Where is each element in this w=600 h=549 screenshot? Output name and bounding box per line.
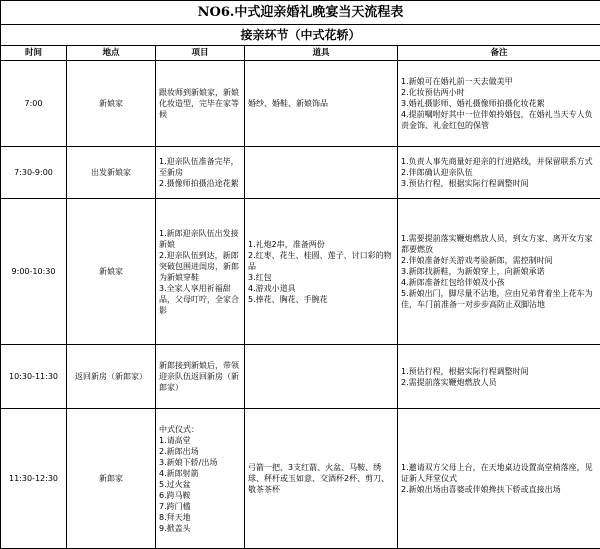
cell-line: 1.新娘可在婚礼前一天去做美甲 [401, 76, 597, 87]
cell-line: 6.跨马鞍 [159, 490, 241, 501]
cell-line: 2.摄像师拍摄沿途花絮 [159, 178, 241, 189]
cell-props [245, 199, 398, 345]
header-row [1, 46, 600, 61]
cell-time: 9:00-10:30 [1, 199, 67, 345]
cell-line: 1.邀请双方父母上台，在天地桌边设置高堂椅落座，见证新人拜堂仪式 [401, 462, 597, 484]
cell-line: 2.迎亲队伍到达，新郎突破包围进闺房，新郎为新娘穿鞋 [159, 250, 241, 283]
cell-line: 2.需提前落实鞭炮燃放人员 [401, 377, 597, 388]
cell-line: 4.提前嘱咐好其中一位伴娘拎婚包，在婚礼当天专人负责金饰、礼金红包的保管 [401, 109, 597, 131]
schedule-rows [1, 61, 600, 549]
header-props: 道具 [245, 46, 398, 61]
section-row [1, 25, 600, 46]
table-row [1, 409, 600, 549]
cell-line: 2.新郎出场 [159, 446, 241, 457]
cell-place: 新娘家 [67, 199, 156, 345]
table-row [1, 61, 600, 147]
cell-line: 3.新娘下轿/出场 [159, 457, 241, 468]
cell-line: 1.需要提前落实鞭炮燃放人员，到女方家、离开女方家都要燃放 [401, 233, 597, 255]
cell-item [156, 345, 245, 409]
cell-line: 婚纱、婚鞋、新娘饰品 [248, 98, 394, 109]
cell-place: 新郎家 [67, 409, 156, 549]
cell-place: 新娘家 [67, 61, 156, 147]
cell-place: 出发新娘家 [67, 147, 156, 199]
cell-notes [398, 199, 600, 345]
cell-line: 5.新娘出门，脚尽量不沾地，应由兄弟背着坐上花车为佳，车门前准备一对步步高防止双脚沾地 [401, 288, 597, 310]
cell-line: 1.新郎迎亲队伍出发接新娘 [159, 228, 241, 250]
cell-line: 4.游戏小道具 [248, 283, 394, 294]
cell-item [156, 199, 245, 345]
cell-line: 4.新郎射箭 [159, 468, 241, 479]
header-item: 项目 [156, 46, 245, 61]
cell-line: 1.请高堂 [159, 435, 241, 446]
cell-line: 4.新郎准备红包给伴娘及小孩 [401, 277, 597, 288]
cell-line: 1.负责人事先商量好迎亲的行进路线，并保留联系方式 [401, 156, 597, 167]
cell-notes [398, 409, 600, 549]
cell-line: 1.礼炮2串，准备两份 [248, 239, 394, 250]
page-title: NO6.中式迎亲婚礼晚宴当天流程表 [1, 1, 600, 25]
cell-line: 2.伴娘准备好关游戏考验新郎，需控制时间 [401, 255, 597, 266]
cell-line: 2.化妆预估两小时 [401, 87, 597, 98]
cell-line: 1.迎亲队伍准备完毕，至新房 [159, 156, 241, 178]
cell-line: 3.预估行程，根据实际行程调整时间 [401, 178, 597, 189]
cell-notes [398, 61, 600, 147]
cell-line: 7.跨门槛 [159, 501, 241, 512]
cell-item [156, 409, 245, 549]
cell-line: 9.掀盖头 [159, 523, 241, 534]
cell-line: 新郎接到新娘后，带领迎亲队伍返回新房（新郎家） [159, 360, 241, 393]
title-row [1, 1, 600, 25]
cell-line: 弓箭一把、3支红箭、火盆、马鞍、绣球、秤杆或玉如意、交酒杯2杯、剪刀、敬茶茶杯 [248, 462, 394, 495]
cell-line: 3.红包 [248, 272, 394, 283]
header-place: 地点 [67, 46, 156, 61]
cell-item [156, 61, 245, 147]
cell-time: 7:30-9:00 [1, 147, 67, 199]
cell-line: 2.新娘出场由喜婆或伴娘搀扶下轿或直接出场 [401, 484, 597, 495]
cell-line: 跟妆师到新娘家，新娘化妆造型，完毕在家等候 [159, 87, 241, 120]
cell-time: 7:00 [1, 61, 67, 147]
cell-line: 3.新郎找新鞋，为新娘穿上，向新娘承诺 [401, 266, 597, 277]
cell-line: 3.全家人享用祈福甜品，父母叮咛，全家合影 [159, 283, 241, 316]
cell-props [245, 345, 398, 409]
table-row [1, 199, 600, 345]
header-notes: 备注 [398, 46, 600, 61]
cell-line: 中式仪式： [159, 424, 241, 435]
cell-props [245, 147, 398, 199]
cell-line: 3.婚礼摄影师、婚礼摄像师拍摄化妆花絮 [401, 98, 597, 109]
cell-line: 8.拜天地 [159, 512, 241, 523]
table-row [1, 147, 600, 199]
cell-props [245, 409, 398, 549]
cell-time: 10:30-11:30 [1, 345, 67, 409]
cell-notes [398, 147, 600, 199]
cell-place: 返回新房（新郎家） [67, 345, 156, 409]
cell-props [245, 61, 398, 147]
section-title: 接亲环节（中式花轿） [1, 25, 600, 46]
cell-line: 1.预估行程，根据实际行程调整时间 [401, 366, 597, 377]
cell-item [156, 147, 245, 199]
table-row [1, 345, 600, 409]
cell-line: 2.伴郎确认迎亲队伍 [401, 167, 597, 178]
cell-time: 11:30-12:30 [1, 409, 67, 549]
cell-line: 5.捧花、胸花、手腕花 [248, 294, 394, 305]
cell-notes [398, 345, 600, 409]
header-time: 时间 [1, 46, 67, 61]
cell-line: 5.过火盆 [159, 479, 241, 490]
cell-line: 2.红枣、花生、桂圆、莲子、讨口彩的物品 [248, 250, 394, 272]
